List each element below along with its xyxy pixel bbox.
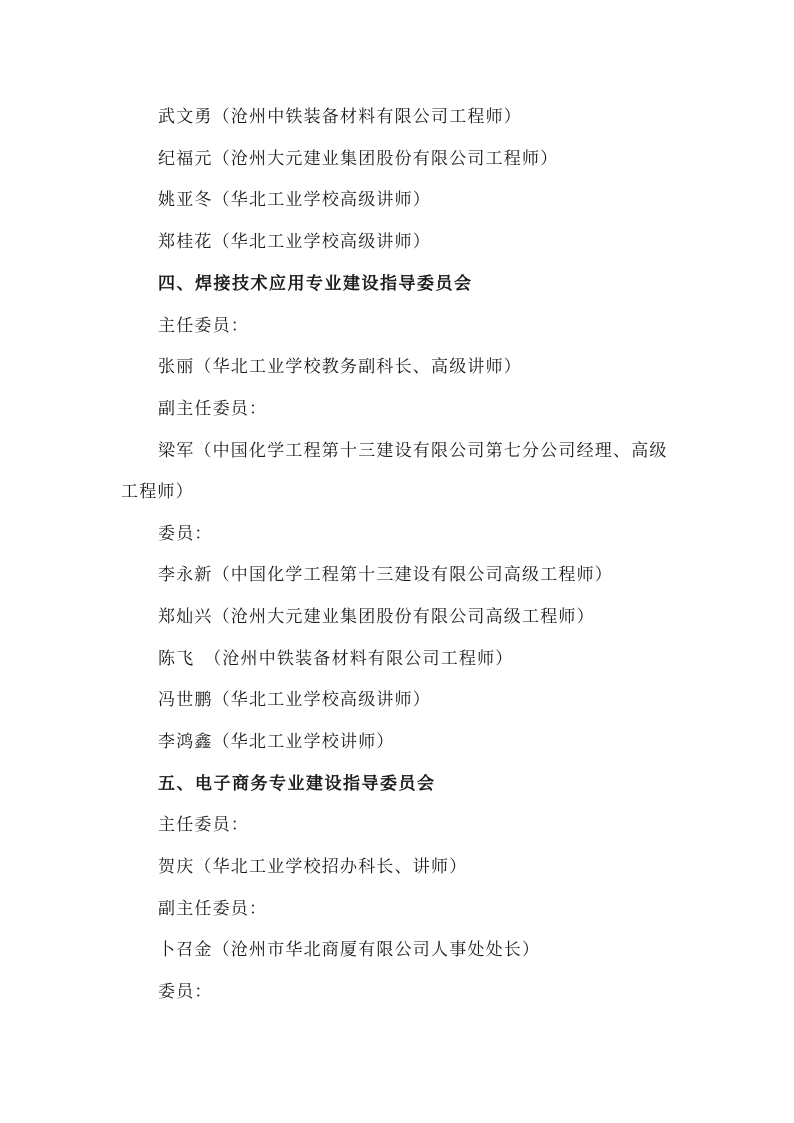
section-heading: 五、电子商务专业建设指导委员会 <box>158 774 436 794</box>
member-line: 郑桂花（华北工业学校高级讲师） <box>158 232 431 252</box>
member-line: 武文勇（沧州中铁装备材料有限公司工程师） <box>158 107 522 127</box>
role-label: 副主任委员： <box>158 899 268 919</box>
member-line: 陈飞 （沧州中铁装备材料有限公司工程师） <box>158 649 514 669</box>
member-line: 张丽（华北工业学校教务副科长、高级讲师） <box>158 357 522 377</box>
member-line-continued: 工程师） <box>121 482 194 502</box>
member-line: 卜召金（沧州市华北商厦有限公司人事处处长） <box>158 940 541 960</box>
role-label: 委员： <box>158 982 213 1002</box>
member-line: 冯世鹏（华北工业学校高级讲师） <box>158 690 431 710</box>
section-heading: 四、焊接技术应用专业建设指导委员会 <box>158 274 473 294</box>
role-label: 主任委员： <box>158 316 249 336</box>
member-line: 梁军（中国化学工程第十三建设有限公司第七分公司经理、高级 <box>158 441 668 461</box>
member-line: 李鸿鑫（华北工业学校讲师） <box>158 732 395 752</box>
member-line: 李永新（中国化学工程第十三建设有限公司高级工程师） <box>158 565 613 585</box>
role-label: 副主任委员： <box>158 399 268 419</box>
member-line: 纪福元（沧州大元建业集团股份有限公司工程师） <box>158 149 559 169</box>
member-line: 姚亚冬（华北工业学校高级讲师） <box>158 190 431 210</box>
member-line: 郑灿兴（沧州大元建业集团股份有限公司高级工程师） <box>158 607 595 627</box>
role-label: 主任委员： <box>158 815 249 835</box>
member-line: 贺庆（华北工业学校招办科长、讲师） <box>158 857 468 877</box>
role-label: 委员： <box>158 524 213 544</box>
